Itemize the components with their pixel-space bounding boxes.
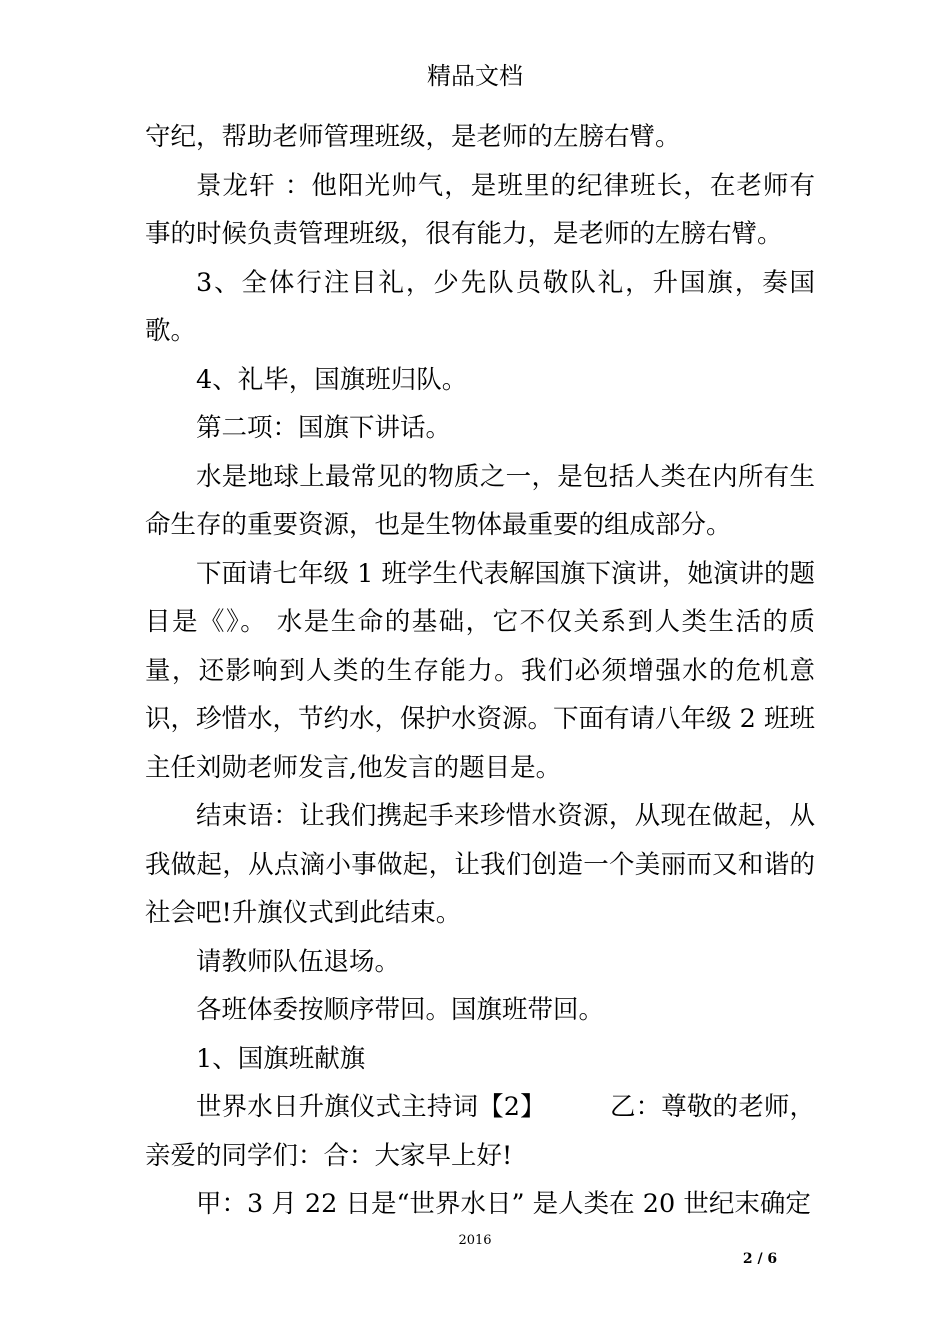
paragraph: 守纪，帮助老师管理班级，是老师的左膀右臂。 <box>145 122 681 152</box>
paragraph: 第二项：国旗下讲话。 <box>196 413 452 443</box>
paragraph: 景龙轩 ：他阳光帅气，是班里的纪律班长，在老师有事的时候负责管理班级，很有能力，是老师的左膀右臂。 <box>145 170 815 249</box>
paragraph: 请教师队伍退场。 <box>196 946 401 977</box>
document-header-title: 精品文档 <box>427 62 523 90</box>
paragraph: 甲：3 月 22 日是“世界水日” 是人类在 20 世纪末确定 <box>196 1189 811 1219</box>
paragraph: 水是地球上最常见的物质之一，是包括人类在内所有生命生存的重要资源，也是生物体最重要的组成部分。 <box>145 461 815 540</box>
footer-year: 2016 <box>458 1233 492 1248</box>
paragraph: 下面请七年级 1 班学生代表解国旗下演讲，她演讲的题目是《》。 水是生命的基础，它不仅关系到人类生活的质量，还影响到人类的生存能力。我们必须增强水的危机意识，珍惜水，节约水，保护水资源。下面有请八年级 2 班班主任刘勋老师发言,他发言的题目是。 <box>145 558 815 783</box>
paragraph: 世界水日升旗仪式主持词【2】 乙：尊敬的老师，亲爱的同学们：合：大家早上好! <box>145 1092 815 1171</box>
paragraph: 4、礼毕，国旗班归队。 <box>196 364 468 395</box>
paragraph: 1、国旗班献旗 <box>196 1043 366 1074</box>
paragraph: 3、全体行注目礼，少先队员敬队礼，升国旗，奏国歌。 <box>145 267 815 346</box>
paragraph: 结束语：让我们携起手来珍惜水资源，从现在做起，从我做起，从点滴小事做起，让我们创造一个美丽而又和谐的社会吧!升旗仪式到此结束。 <box>145 801 815 928</box>
page-number: 2 / 6 <box>742 1251 778 1267</box>
document-body <box>145 113 815 1229</box>
paragraph: 各班体委按顺序带回。国旗班带回。 <box>196 995 605 1025</box>
